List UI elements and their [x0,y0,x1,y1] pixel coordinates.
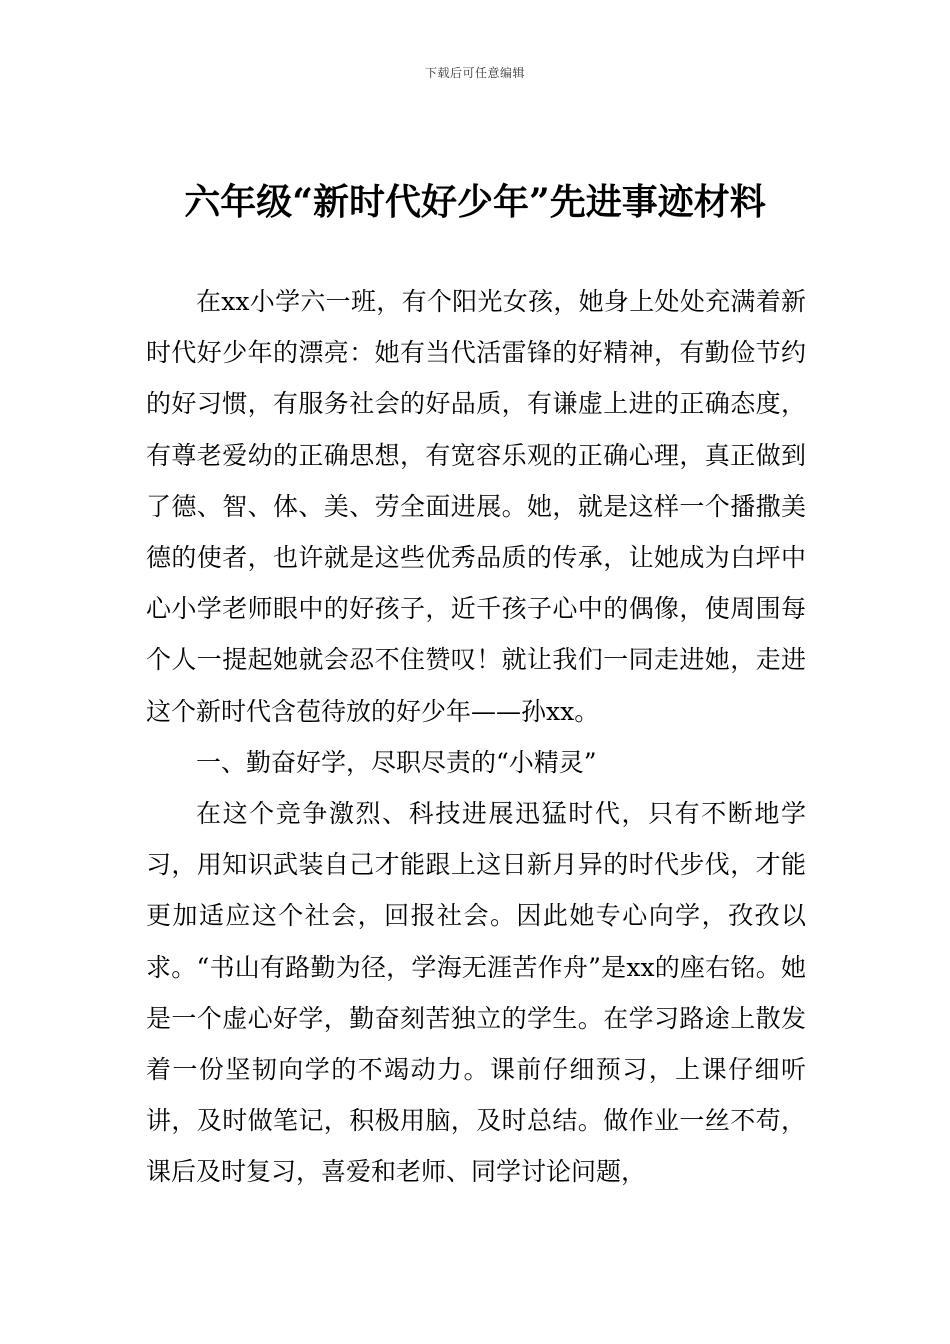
document-title: 六年级“新时代好少年”先进事迹材料 [184,181,766,223]
header-note: 下载后可任意编辑 [424,66,525,80]
section-heading: 一、勤奋好学，尽职尽责的“小精灵” [196,747,597,777]
document-body [146,276,806,1198]
paragraph-intro: 在xx小学六一班，有个阳光女孩，她身上处处充满着新时代好少年的漂亮：她有当代活雷锋的好精神，有勤俭节约的好习惯，有服务社会的好品质，有谦虚上进的正确态度，有尊老爱幼的正确思想，有宽容乐观的正确心理，真正做到了德、智、体、美、劳全面进展。她，就是这样一个播撒美德的使者，也许就是这些优秀品质的传承，让她成为白坪中心小学老师眼中的好孩子，近千孩子心中的偶像，使周围每个人一提起她就会忍不住赞叹！就让我们一同走进她，走进这个新时代含苞待放的好少年——孙xx。 [146,287,806,726]
paragraph-section-one: 在这个竞争激烈、科技进展迅猛时代，只有不断地学习，用知识武装自己才能跟上这日新月异的时代步伐，才能更加适应这个社会，回报社会。因此她专心向学，孜孜以求。“书山有路勤为径，学海无涯苦作舟”是xx的座右铭。她是一个虚心好学，勤奋刻苦独立的学生。在学习路途上散发着一份坚韧向学的不竭动力。课前仔细预习，上课仔细听讲，及时做笔记，积极用脑，及时总结。做作业一丝不苟，课后及时复习，喜爱和老师、同学讨论问题， [146,799,806,1187]
